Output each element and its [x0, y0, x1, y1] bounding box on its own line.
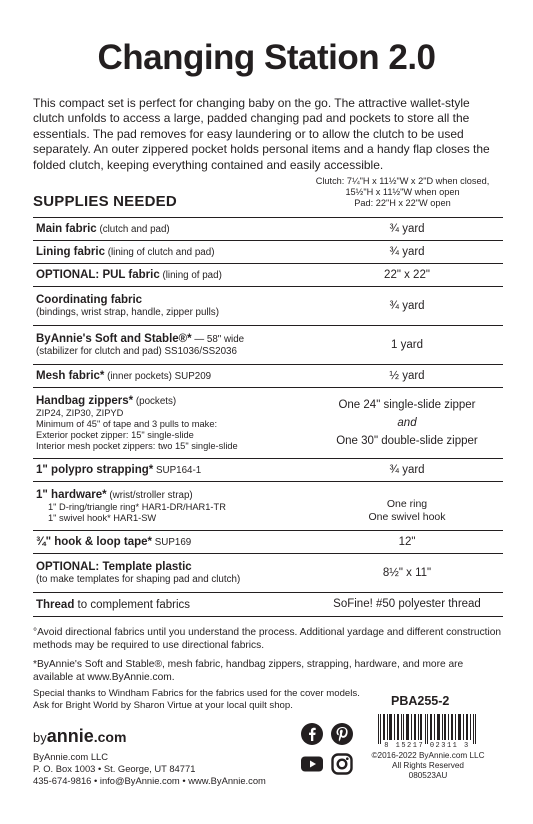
amount-line: One 30" double-slide zipper [336, 434, 478, 447]
supply-row [33, 365, 503, 388]
supply-item [33, 326, 311, 364]
dimension-line: Clutch: 7¼"H x 11½"W x 2"D when closed, [315, 176, 490, 186]
supply-detail: — 58" wide [191, 334, 245, 346]
supply-detail: (clutch and pad) [96, 224, 170, 235]
dimension-line: Pad: 22"H x 22"W open [354, 198, 451, 208]
supply-amount: SoFine! #50 polyester thread [333, 598, 481, 610]
supply-amount: 22" x 22" [384, 268, 430, 281]
pinterest-icon[interactable] [330, 722, 354, 746]
footnote-thanks: Special thanks to Windham Fabrics for the fabrics used for the cover models. Ask for Bright World by Sharon Virtue at your local quilt shop. [33, 688, 360, 711]
supply-detail: SUP164-1 [153, 465, 202, 476]
supply-note: Minimum of 45" of tape and 3 pulls to make: [36, 419, 218, 430]
supply-note: 1" swivel hook* HAR1-SW [48, 513, 157, 523]
address-line: P. O. Box 1003 • St. George, UT 84771 [33, 762, 196, 774]
supply-detail: (lining of clutch and pad) [105, 247, 215, 258]
supply-detail: (wrist/stroller strap) [106, 490, 193, 502]
supply-item [33, 554, 311, 592]
copyright-line: 080523AU [408, 771, 448, 781]
supply-note: Interior mesh pocket zippers: two 15" single-slide [36, 440, 238, 451]
supply-item [33, 388, 311, 458]
supply-row [33, 482, 503, 531]
page-title: Changing Station 2.0 [97, 38, 436, 77]
instagram-icon[interactable] [330, 752, 354, 776]
supply-detail: (lining of pad) [159, 270, 222, 281]
supply-amount: 1 yard [391, 338, 423, 351]
supply-name: 1" polypro strapping* [36, 464, 154, 476]
supply-name: 1" hardware* [36, 489, 107, 502]
supply-item [33, 593, 311, 616]
supply-amount: ¾ yard [389, 299, 425, 312]
supply-amount: ½ yard [389, 369, 425, 382]
amount-line: and [397, 416, 417, 429]
supply-detail: to complement fabrics [74, 598, 191, 611]
dimensions-block [300, 176, 505, 209]
supply-name: Mesh fabric* [36, 370, 105, 382]
supply-row [33, 218, 503, 241]
supply-detail: SUP169 [152, 537, 192, 548]
supply-row [33, 554, 503, 593]
barcode [376, 714, 478, 744]
supply-note: 1" D-ring/triangle ring* HAR1-DR/HAR1-TR [48, 502, 226, 513]
supply-note: Exterior pocket zipper: 15" single-slide [36, 430, 194, 440]
supply-amount: ¾ yard [389, 463, 425, 476]
amount-line: One ring [386, 498, 428, 510]
address-line: 435-674-9816 • info@ByAnnie.com • www.ByAnnie.com [33, 774, 266, 786]
supply-name: ByAnnie's Soft and Stable®* [36, 333, 192, 346]
amount-line: One swivel hook [368, 511, 446, 523]
copyright-line: All Rights Reserved [392, 761, 464, 771]
supply-row [33, 326, 503, 365]
supply-name: Lining fabric [36, 246, 105, 258]
supply-item [33, 531, 311, 553]
supply-detail: (inner pockets) SUP209 [104, 371, 212, 382]
supply-item [33, 218, 311, 240]
supply-name: OPTIONAL: Template plastic [36, 561, 192, 574]
supply-row [33, 241, 503, 264]
supply-amount [311, 388, 503, 458]
pattern-number: PBA255-2 [391, 694, 450, 708]
intro-paragraph: This compact set is perfect for changing baby on the go. The attractive wallet-style clutch unfolds to access a large, padded changing pad and pockets to store all the essentials. The pad removes for easy laundering or to allow the clutch to be used separately. An outer zippered pocket holds personal items and a handy flap closes the folded clutch, keeping everything contained and easily accessible. [33, 96, 490, 172]
supply-name: ¾" hook & loop tape* [36, 536, 152, 548]
supply-detail: (pockets) [133, 396, 177, 408]
supply-row [33, 459, 503, 482]
facebook-icon[interactable] [300, 722, 324, 746]
copyright-block [365, 751, 491, 782]
barcode-digits: 8 15217 02311 3 [384, 742, 470, 750]
supply-amount: ¾ yard [389, 222, 425, 235]
logo-annie: annie [46, 726, 94, 746]
supply-row [33, 264, 503, 287]
logo-by: by [33, 730, 47, 745]
supply-row [33, 388, 503, 459]
supply-item [33, 482, 311, 530]
supply-sub: (bindings, wrist strap, handle, zipper pulls) [36, 307, 219, 319]
copyright-line: ©2016-2022 ByAnnie.com LLC [371, 751, 485, 760]
supply-name: Coordinating fabric [36, 294, 143, 307]
supply-row [33, 287, 503, 326]
supply-item [33, 241, 311, 263]
address-block [33, 751, 266, 786]
supply-name: OPTIONAL: PUL fabric [36, 269, 160, 281]
supply-item [33, 459, 311, 481]
supply-sub: (stabilizer for clutch and pad) SS1036/SS2036 [36, 346, 237, 358]
footnote-availability: *ByAnnie's Soft and Stable®, mesh fabric, handbag zippers, strapping, hardware, and more are available at www.ByAnnie.com. [33, 659, 464, 683]
youtube-icon[interactable] [300, 752, 324, 776]
supply-row [33, 593, 503, 617]
supply-item [33, 264, 311, 286]
supply-item [33, 287, 311, 325]
logo-dotcom: .com [93, 729, 127, 745]
supply-sub: (to make templates for shaping pad and clutch) [36, 574, 241, 586]
supply-name: Handbag zippers* [36, 395, 134, 408]
supply-amount [311, 482, 503, 530]
supply-row [33, 531, 503, 554]
supply-amount: 8½" x 11" [382, 566, 432, 579]
supplies-heading: SUPPLIES NEEDED [33, 193, 177, 210]
amount-line: One 24" single-slide zipper [338, 398, 476, 411]
supply-name: Thread [36, 598, 75, 611]
supply-note: ZIP24, ZIP30, ZIPYD [36, 408, 124, 419]
supply-name: Main fabric [36, 223, 97, 235]
supply-amount: 12" [398, 535, 416, 548]
supply-amount: ¾ yard [389, 245, 425, 258]
byannie-logo[interactable] [33, 726, 126, 747]
footnote-directional: °Avoid directional fabrics until you understand the process. Additional yardage and different construction methods may be required to use directional fabrics. [33, 627, 502, 651]
supply-item [33, 365, 311, 387]
supplies-table [33, 217, 503, 617]
dimension-line: 15½"H x 11½"W when open [345, 187, 460, 197]
address-line: ByAnnie.com LLC [33, 751, 109, 762]
